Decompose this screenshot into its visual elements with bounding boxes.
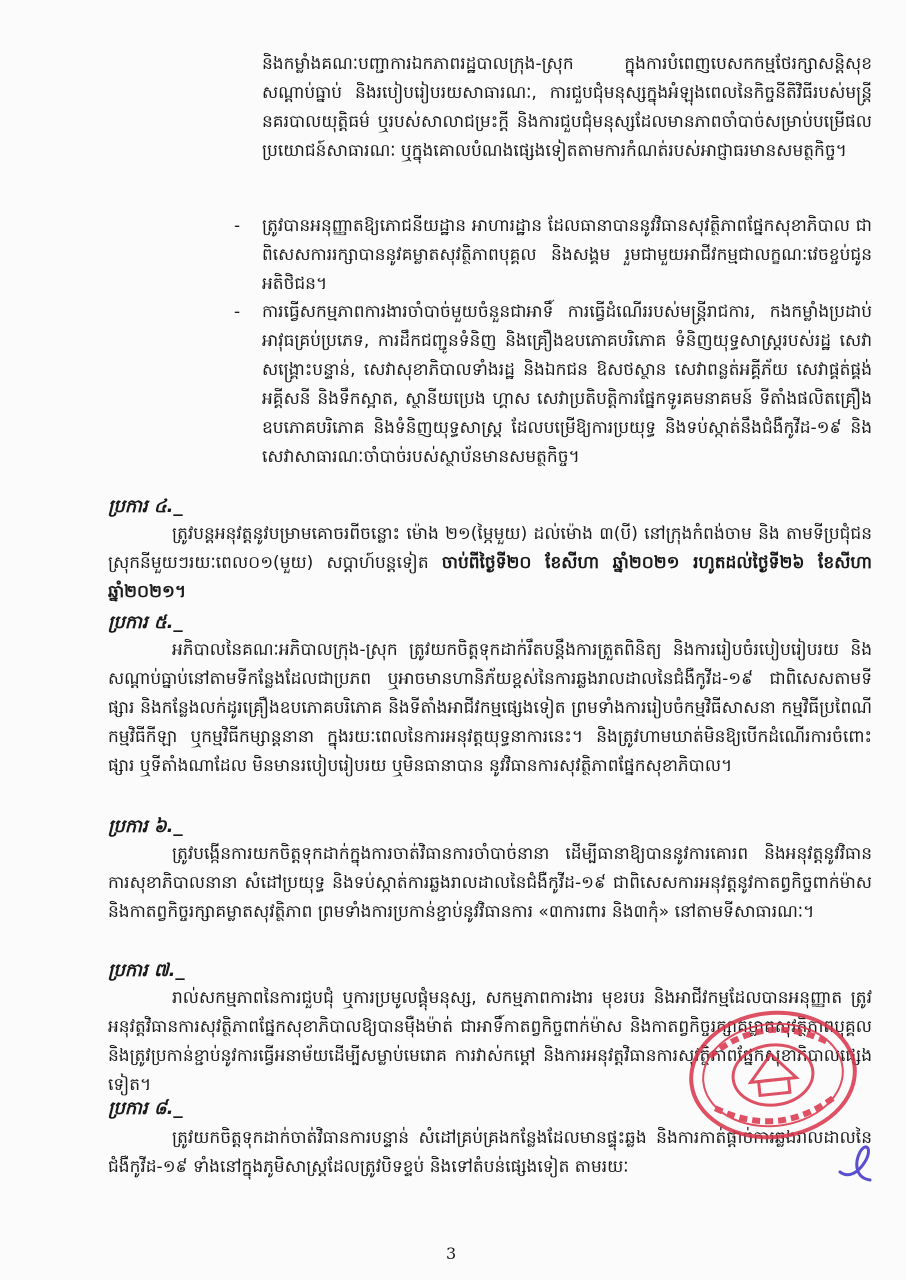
article-heading: ប្រការ ៦._	[108, 816, 183, 837]
article-heading: ប្រការ ៨._	[108, 1098, 183, 1119]
article-body: រាល់សកម្មភាពនៃការជួបជុំ ឬការប្រមូលផ្តុំមនុស្ស, សកម្មភាពការងារ មុខរបរ និងអាជីវកម្មដែលបានអនុញ្ញាត ត្រូវអនុវត្តវិធានការសុវត្ថិភាពផ្នែកសុខាភិបាលឱ្យបានម៉ឺងម៉ាត់ ជាអាទិ៍កាតព្វកិច្ចពាក់ម៉ាស និងកាតព្វកិច្ចរក្សាគម្លាតសុវត្ថិភាពបុគ្គល និងត្រូវប្រកាន់ខ្ជាប់នូវការធ្វើអនាម័យដើម្បីសម្លាប់មេរោគ ការវាស់កម្តៅ និងការអនុវត្តវិធានការសុវត្ថិភាពផ្នែកសុខាភិបាលផ្សេងទៀត។	[108, 988, 872, 1095]
article-heading: ប្រការ ៤._	[108, 496, 183, 517]
article-heading: ប្រការ ៥._	[108, 612, 183, 633]
article-body	[108, 520, 872, 608]
article-body: អភិបាលនៃគណៈអភិបាលក្រុង-ស្រុក ត្រូវយកចិត្តទុកដាក់រឹតបន្តឹងការត្រួតពិនិត្យ និងការរៀបចំរបៀបរៀបរយ និងសណ្តាប់ធ្នាប់នៅតាមទីកន្លែងដែលជាប្រភព ឬអាចមានហានិភ័យខ្ពស់នៃការឆ្លងរាលដាលនៃជំងឺកូវីដ-១៩ ជាពិសេសតាមទីផ្សារ និងកន្លែងលក់ដូរគ្រឿងឧបភោគបរិភោគ និងទីតាំងអាជីវកម្មផ្សេងទៀត ព្រមទាំងការរៀបចំកម្មវិធីសាសនា កម្មវិធីប្រពៃណី កម្មវិធីកីឡា ឬកម្មវិធីកម្សាន្តនានា ក្នុងរយៈពេលនៃការអនុវត្តយុទ្ធនាការនេះ។ និងត្រូវហាមឃាត់មិនឱ្យបើកដំណើរការចំពោះផ្សារ ឬទីតាំងណាដែល មិនមានរបៀបរៀបរយ ឬមិនធានាបាន នូវវិធានការសុវត្ថិភាពផ្នែកសុខាភិបាល។	[108, 640, 872, 776]
article-text: ត្រូវបន្តអនុវត្តនូវបម្រាមគោចរពីចន្លោះ ម៉ោង ២១(ម្ភៃមួយ) ដល់ម៉ោង ៣(បី) នៅក្រុងកំពង់ចាម និង តាមទីប្រជុំជនស្រុកនីមួយៗរយៈពេល០១(មួយ) សប្តាហ៍បន្តទៀត	[108, 524, 872, 573]
bullet-marker: -	[234, 216, 241, 236]
bullet-item	[234, 298, 872, 486]
bullet-item	[234, 212, 872, 300]
signature-icon	[836, 1138, 876, 1184]
bullet-marker: -	[234, 302, 241, 322]
intro-paragraph: និងកម្លាំងគណៈបញ្ជាការឯកភាពរដ្ឋបាលក្រុង-ស្រុក ក្នុងការបំពេញបេសកកម្មថែរក្សាសន្តិសុខ សណ្តាប់ធ្នាប់ និងរបៀបរៀបរយសាធារណៈ, ការជួបជុំមនុស្សក្នុងអំឡុងពេលនៃកិច្ចនីតិវិធីរបស់មន្ត្រីនគរបាលយុត្តិធម៌ ឬរបស់សាលាជម្រះក្តី និងការជួបជុំមនុស្សដែលមានភាពចាំបាច់សម្រាប់បម្រើផលប្រយោជន៍សាធារណៈ ឬក្នុងគោលបំណងផ្សេងទៀតតាមការកំណត់របស់អាជ្ញាធរមានសមត្ថកិច្ច។	[262, 54, 872, 161]
page-number: 3	[446, 1244, 457, 1263]
official-seal-icon	[682, 1001, 865, 1148]
article-body: ត្រូវយកចិត្តទុកដាក់ចាត់វិធានការបន្ទាន់ សំដៅគ្រប់គ្រងកន្លែងដែលមានផ្ទុះឆ្លង និងការកាត់ផ្តាច់ការឆ្លងរាលដាលនៃជំងឺកូវីដ-១៩ ទាំងនៅក្នុងភូមិសាស្ត្រដែលត្រូវបិទខ្ទប់ និងទៅតំបន់ផ្សេងទៀត តាមរយៈ	[108, 1128, 872, 1177]
article-date-range: ចាប់ពីថ្ងៃទី២០ ខែសីហា ឆ្នាំ២០២១ រហូតដល់ថ្ងៃទី២៦ ខែសីហា ឆ្នាំ២០២១។	[108, 553, 872, 602]
bullet-text: ការធ្វើសកម្មភាពការងារចាំបាច់មួយចំនួនជាអាទិ៍ ការធ្វើដំណើររបស់មន្ត្រីរាជការ, កងកម្លាំងប្រដាប់អាវុធគ្រប់ប្រភេទ, ការដឹកជញ្ជូនទំនិញ និងគ្រឿងឧបភោគបរិភោគ ទំនិញយុទ្ធសាស្ត្ររបស់រដ្ឋ សេវាសង្គ្រោះបន្ទាន់, សេវាសុខាភិបាលទាំងរដ្ឋ និងឯកជន ឱសថស្ថាន សេវាពន្លត់អគ្គីភ័យ សេវាផ្គត់ផ្គង់អគ្គីសនី និងទឹកស្អាត, ស្ថានីយប្រេង ហ្គាស សេវាប្រតិបត្តិការផ្នែកទូរគមនាគមន៍ ទីតាំងផលិតគ្រឿងឧបភោគបរិភោគ និងទំនិញយុទ្ធសាស្ត្រ ដែលបម្រើឱ្យការប្រយុទ្ធ និងទប់ស្កាត់នឹងជំងឺកូវីដ-១៩ និងសេវាសាធារណៈចាំបាច់របស់ស្ថាប័នមានសមត្ថកិច្ច។	[262, 302, 872, 467]
bullet-text: ត្រូវបានអនុញ្ញាតឱ្យភោជនីយដ្ឋាន អាហារដ្ឋាន ដែលធានាបាននូវវិធានសុវត្ថិភាពផ្នែកសុខាភិបាល ជាពិសេសការរក្សាបាននូវគម្លាតសុវត្ថិភាពបុគ្គល និងសង្គម រួមជាមួយអាជីវកម្មជាលក្ខណៈវេចខ្ចប់ជូនអតិថិជន។	[262, 216, 872, 294]
article-heading: ប្រការ ៧._	[108, 960, 185, 981]
article-body: ត្រូវបង្កើនការយកចិត្តទុកដាក់ក្នុងការចាត់វិធានការចាំបាច់នានា ដើម្បីធានាឱ្យបាននូវការគោរព និងអនុវត្តនូវវិធានការសុខាភិបាលនានា សំដៅប្រយុទ្ធ និងទប់ស្កាត់ការឆ្លងរាលដាលនៃជំងឺកូវីដ-១៩ ជាពិសេសការអនុវត្តនូវកាតព្វកិច្ចពាក់ម៉ាស និងកាតព្វកិច្ចរក្សាគម្លាតសុវត្ថិភាព ព្រមទាំងការប្រកាន់ខ្ជាប់នូវវិធានការ «៣ការពារ និង៣កុំ» នៅតាមទីសាធារណៈ។	[108, 844, 872, 922]
